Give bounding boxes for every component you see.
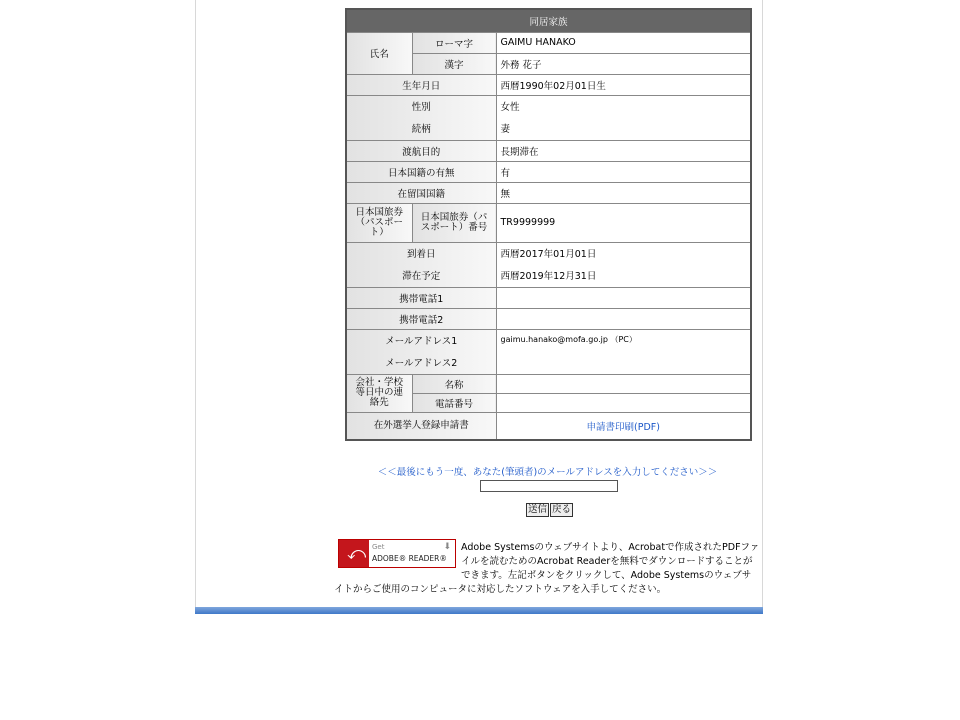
company-name-label: 名称 [412,374,496,393]
adobe-pdf-icon: ⤺ [339,540,369,567]
roman-value: GAIMU HANAKO [496,32,751,53]
jp-nationality-value: 有 [496,161,751,182]
adobe-text: Adobe Systemsのウェブサイトより、Acrobatで作成されたPDFファイルを読むためのAcrobat Readerを無料でダウンロードすることができます。左記ボタンをクリックして、Adobe Systemsのウェブサイトからご使用のコンピュータに対応したソフトウェアを入手してください。 [334,542,760,595]
mail1-value: gaimu.hanako@mofa.go.jp （PC） [496,329,751,350]
footer-bar [195,607,763,614]
relation-label: 続柄 [346,116,496,140]
stay-label: 滞在予定 [346,263,496,287]
mail2-value [496,350,751,374]
arrival-value: 西暦2017年01月01日 [496,242,751,263]
mobile1-label: 携帯電話1 [346,287,496,308]
stay-value: 西暦2019年12月31日 [496,263,751,287]
roman-label: ローマ字 [412,32,496,53]
gender-label: 性別 [346,95,496,116]
back-button[interactable]: 戻る [552,504,572,515]
mobile1-value [496,287,751,308]
send-button[interactable]: 送信 [528,504,548,515]
passport-no-value: TR9999999 [496,203,751,242]
mobile2-label: 携帯電話2 [346,308,496,329]
birth-label: 生年月日 [346,74,496,95]
name-label: 氏名 [346,32,412,74]
company-name-value [496,374,751,393]
email-input[interactable] [480,480,618,492]
gender-value: 女性 [496,95,751,116]
mobile2-value [496,308,751,329]
kanji-label: 漢字 [412,53,496,74]
residence-nationality-value: 無 [496,182,751,203]
table-title: 同居家族 [346,9,751,32]
adobe-get-label: Get [372,543,385,551]
relation-value: 妻 [496,116,751,140]
email-prompt: ＜＜最後にもう一度、あなた(筆頭者)のメールアドレスを入力してください＞＞ [377,467,718,478]
mail1-label: メールアドレス1 [346,329,496,350]
passport-no-label: 日本国旅券（パスポート）番号 [412,203,496,242]
print-application-link[interactable]: 申請書印刷(PDF) [586,421,660,433]
download-arrow-icon: ⬇ [443,542,451,552]
jp-nationality-label: 日本国籍の有無 [346,161,496,182]
family-info-table [345,8,752,441]
mail2-label: メールアドレス2 [346,350,496,374]
purpose-value: 長期滞在 [496,140,751,161]
birth-value: 西暦1990年02月01日生 [496,74,751,95]
adobe-reader-name: ADOBE® READER® [372,554,447,563]
company-phone-label: 電話番号 [412,393,496,412]
purpose-label: 渡航目的 [346,140,496,161]
adobe-reader-button[interactable] [338,539,456,568]
arrival-label: 到着日 [346,242,496,263]
residence-nationality-label: 在留国国籍 [346,182,496,203]
kanji-value: 外務 花子 [496,53,751,74]
company-phone-value [496,393,751,412]
passport-label: 日本国旅券（パスポート） [346,203,412,242]
daytime-contact-label: 会社・学校等日中の連絡先 [346,374,412,412]
voter-registration-label: 在外選挙人登録申請書 [346,412,496,440]
